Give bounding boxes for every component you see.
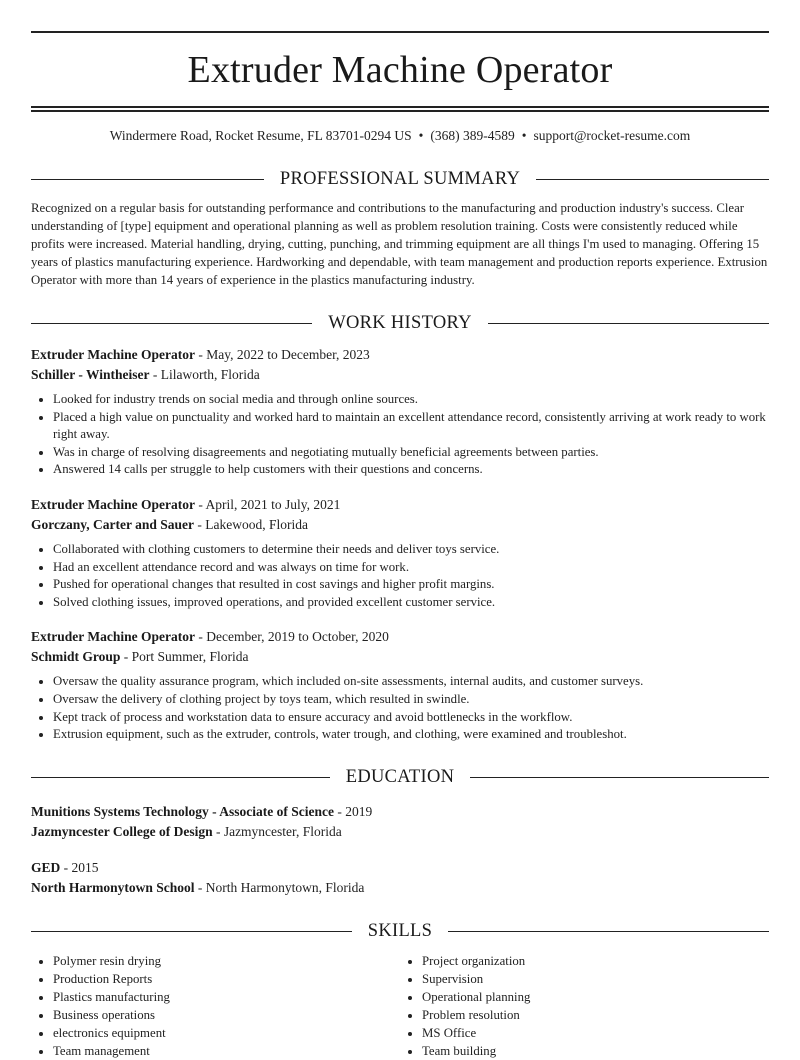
skill-item: • Team management	[53, 1042, 400, 1060]
job-bullets	[31, 673, 769, 743]
skill-item: • Problem resolution	[422, 1006, 769, 1024]
skill-item: • Plastics manufacturing	[53, 988, 400, 1006]
job-company-row	[31, 515, 769, 535]
education-degree-row	[31, 802, 769, 822]
job-company: Schiller - Wintheiser	[31, 367, 150, 382]
summary-text: Recognized on a regular basis for outstanding performance and contributions to the manufacturing and production industry's success. Clear understanding of [type] equipment and operational planning as well as problem resolution training. Costs were consistently reduced while profits were increased. Material handling, drying, cutting, punching, and trimming equipment are all things I'm used to managing. Offering 15 years of plastics manufacturing experience. Hardworking and dependable, with team management and production reports experience. Extrusion Operator with more than 14 years of experience in the plastics manufacturing industry.	[31, 201, 768, 287]
section-rule-left	[31, 931, 352, 932]
skills-list	[31, 952, 769, 1060]
title-double-rule	[31, 106, 769, 112]
skills-section-title: SKILLS	[367, 921, 433, 942]
job-entry	[31, 495, 769, 611]
job-location: - Lakewood, Florida	[194, 516, 308, 532]
top-rule	[31, 31, 769, 33]
work-section-title: WORK HISTORY	[328, 312, 472, 333]
job-bullet: • Collaborated with clothing customers to determine their needs and deliver toys service.	[53, 541, 769, 559]
job-company-row	[31, 647, 769, 667]
job-bullet: • Extrusion equipment, such as the extruder, controls, water trough, and clothing, were examined and troubleshot.	[53, 726, 769, 744]
summary-section-title: PROFESSIONAL SUMMARY	[279, 168, 521, 189]
education-year: - 2015	[60, 859, 99, 875]
job-bullets	[31, 541, 769, 611]
skill-item: • Polymer resin drying	[53, 952, 400, 970]
job-bullets	[31, 391, 769, 479]
section-rule-right	[448, 931, 769, 932]
job-role: Extruder Machine Operator	[31, 629, 195, 645]
job-dates: - April, 2021 to July, 2021	[194, 496, 341, 512]
education-entry	[31, 802, 769, 842]
job-dates: - May, 2022 to December, 2023	[194, 347, 370, 362]
contact-email[interactable]: support@rocket-resume.com	[533, 128, 691, 143]
section-rule-left	[31, 179, 264, 180]
section-rule-left	[31, 777, 330, 778]
section-rule-right	[536, 179, 769, 180]
job-location: - Lilaworth, Florida	[149, 367, 260, 382]
job-bullet: • Solved clothing issues, improved operations, and provided excellent customer service.	[53, 594, 769, 612]
job-entry	[31, 627, 769, 743]
job-bullet: • Had an excellent attendance record and was always on time for work.	[53, 559, 769, 577]
job-location: - Port Summer, Florida	[120, 649, 249, 665]
education-school-row	[31, 878, 769, 898]
job-company: Schmidt Group	[31, 649, 121, 665]
section-rule-right	[488, 323, 769, 324]
summary-section-header	[31, 167, 769, 191]
education-section-title: EDUCATION	[345, 767, 455, 788]
skill-item: • Business operations	[53, 1006, 400, 1024]
job-bullet: • Placed a high value on punctuality and worked hard to maintain an excellent attendance record, consistently arriving at work ready to work right away.	[53, 409, 769, 444]
job-bullet: • Oversaw the quality assurance program, which included on-site assessments, internal audits, and customer surveys.	[53, 673, 769, 691]
education-section-header	[31, 766, 769, 790]
education-entry	[31, 858, 769, 898]
skill-item: • Operational planning	[422, 988, 769, 1006]
contact-phone[interactable]: (368) 389-4589	[430, 128, 515, 143]
education-school: North Harmonytown School	[31, 879, 195, 895]
job-bullet: • Pushed for operational changes that resulted in cost savings and higher profit margins.	[53, 576, 769, 594]
contact-separator: •	[521, 128, 527, 143]
contact-separator: •	[418, 128, 424, 143]
skills-column-right	[400, 952, 769, 1060]
education-year: - 2019	[334, 803, 373, 819]
education-school: Jazmyncester College of Design	[31, 823, 213, 839]
contact-address: Windermere Road, Rocket Resume, FL 83701-0294 US	[109, 128, 412, 143]
resume-page	[31, 31, 769, 1060]
job-bullet: • Oversaw the delivery of clothing project by toys team, which resulted in swindle.	[53, 691, 769, 709]
skill-item: • MS Office	[422, 1024, 769, 1042]
skill-item: • Team building	[422, 1042, 769, 1060]
job-bullet: • Was in charge of resolving disagreements and negotiating mutually beneficial agreements between parties.	[53, 444, 769, 462]
education-degree-row	[31, 858, 769, 878]
job-bullet: • Kept track of process and workstation data to ensure accuracy and avoid bottlenecks in the workflow.	[53, 709, 769, 727]
job-company-row	[31, 365, 769, 385]
skills-column-left	[31, 952, 400, 1060]
job-title-row	[31, 627, 769, 647]
education-degree: GED	[31, 859, 61, 875]
job-title-row	[31, 495, 769, 515]
job-entry	[31, 345, 769, 479]
section-rule-right	[470, 777, 769, 778]
job-company: Gorczany, Carter and Sauer	[31, 516, 194, 532]
education-degree: Munitions Systems Technology - Associate of Science	[31, 803, 335, 819]
job-dates: - December, 2019 to October, 2020	[194, 629, 389, 645]
job-role: Extruder Machine Operator	[31, 347, 195, 362]
section-rule-left	[31, 323, 312, 324]
education-location: - Jazmyncester, Florida	[212, 823, 342, 839]
job-title-row	[31, 345, 769, 365]
skill-item: • electronics equipment	[53, 1024, 400, 1042]
job-role: Extruder Machine Operator	[31, 496, 195, 512]
education-location: - North Harmonytown, Florida	[194, 879, 365, 895]
job-bullet: • Looked for industry trends on social media and through online sources.	[53, 391, 769, 409]
contact-line	[31, 127, 769, 145]
skill-item: • Production Reports	[53, 970, 400, 988]
skill-item: • Supervision	[422, 970, 769, 988]
job-bullet: • Answered 14 calls per struggle to help customers with their questions and concerns.	[53, 461, 769, 479]
education-school-row	[31, 822, 769, 842]
skill-item: • Project organization	[422, 952, 769, 970]
skills-section-header	[31, 920, 769, 944]
work-section-header	[31, 311, 769, 335]
page-title: Extruder Machine Operator	[187, 49, 613, 91]
